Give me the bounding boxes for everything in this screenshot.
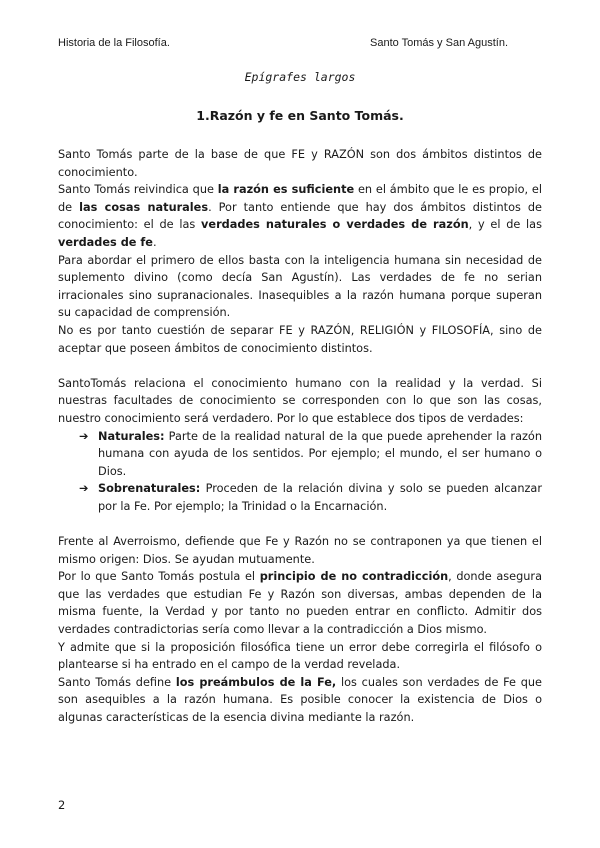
p2-bold-4: verdades de fe bbox=[58, 235, 153, 249]
p2-text-1: Santo Tomás reivindica que bbox=[58, 183, 218, 197]
paragraph-6: Frente al Averroismo, defiende que Fe y Razón no se contraponen ya que tienen el mismo origen: Dios. Se ayudan mutuamente. bbox=[58, 535, 542, 566]
paragraph-4: No es por tanto cuestión de separar FE y RAZÓN, RELIGIÓN y FILOSOFÍA, sino de aceptar que poseen ámbitos de conocimiento distintos. bbox=[58, 323, 542, 355]
arrow-icon: ➔ bbox=[79, 429, 89, 443]
bullet-label: Naturales: bbox=[98, 429, 165, 443]
p2-text-3: . Por tanto entiende que hay dos ámbitos distintos de conocimiento: el de las bbox=[58, 200, 542, 232]
header-right: Santo Tomás y San Agustín. bbox=[370, 37, 508, 49]
list-item bbox=[79, 428, 542, 481]
bullet-label: Sobrenaturales: bbox=[98, 482, 201, 496]
p2-text-4: , y el de las bbox=[468, 218, 542, 232]
bullet-text: Proceden de la relación divina y solo se pueden alcanzar por la Fe. Por ejemplo; la Trinidad o la Encarnación. bbox=[98, 482, 542, 513]
page-number: 2 bbox=[58, 798, 66, 812]
p2-text-5: . bbox=[152, 235, 157, 249]
truth-types-list bbox=[58, 428, 542, 516]
spacer bbox=[58, 515, 542, 533]
paragraph-2 bbox=[58, 181, 542, 251]
subtitle: Epígrafes largos bbox=[244, 70, 356, 84]
p9-text-1: Santo Tomás define bbox=[58, 675, 176, 689]
paragraph-3: Para abordar el primero de ellos basta con la inteligencia humana sin necesidad de suplemento divino (como decía San Agustín). Las verdades de fe no serian irracionales sino supranacionales. Inasequibles a la razón humana porque superan su capacidad de comprensión. bbox=[58, 253, 542, 320]
paragraph-9 bbox=[58, 674, 542, 727]
header-left: Historia de la Filosofía. bbox=[58, 37, 170, 49]
p2-bold-1: la razón es suficiente bbox=[217, 183, 355, 197]
arrow-icon: ➔ bbox=[79, 482, 89, 496]
paragraph-1: Santo Tomás parte de la base de que FE y RAZÓN son dos ámbitos distintos de conocimiento. bbox=[58, 148, 542, 179]
paragraph-5: SantoTomás relaciona el conocimiento humano con la realidad y la verdad. Si nuestras facultades de conocimiento se corresponden con lo que son las cosas, nuestro conocimiento será verdadero. Por lo que establece dos tipos de verdades: bbox=[58, 376, 542, 425]
body-text bbox=[58, 146, 542, 727]
p2-bold-3: verdades naturales o verdades de razón bbox=[201, 218, 469, 232]
paragraph-8: Y admite que si la proposición filosófica tiene un error debe corregirla el filósofo o plantearse si ha entrado en el campo de la verdad revelada. bbox=[58, 640, 542, 672]
p9-bold-1: los preámbulos de la Fe, bbox=[175, 675, 337, 689]
p7-text-1: Por lo que Santo Tomás postula el bbox=[58, 570, 260, 584]
paragraph-7 bbox=[58, 568, 542, 638]
p7-bold-1: principio de no contradicción bbox=[259, 570, 449, 584]
spacer bbox=[58, 357, 542, 375]
list-item bbox=[79, 480, 542, 515]
p2-bold-2: las cosas naturales bbox=[79, 200, 209, 214]
p7-text-2: , donde asegura que las verdades que estudian Fe y Razón son diversas, ambas dependen de la misma fuente, la Verdad y por tanto no pueden entrar en conflicto. Admitir dos verdades contradictorias sería como llevar a la contradicción a Dios mismo. bbox=[58, 570, 542, 637]
bullet-text: Parte de la realidad natural de la que puede aprehender la razón humana con ayuda de los sentidos. Por ejemplo; el mundo, el ser humano o Dios. bbox=[98, 429, 542, 478]
p9-text-2: los cuales son verdades de Fe que son asequibles a la razón humana. Es posible conocer la existencia de Dios o algunas características de la esencia divina mediante la razón. bbox=[58, 675, 543, 724]
p2-text-2: en el ámbito que le es propio, el de bbox=[58, 183, 542, 214]
section-title: 1.Razón y fe en Santo Tomás. bbox=[196, 108, 404, 123]
